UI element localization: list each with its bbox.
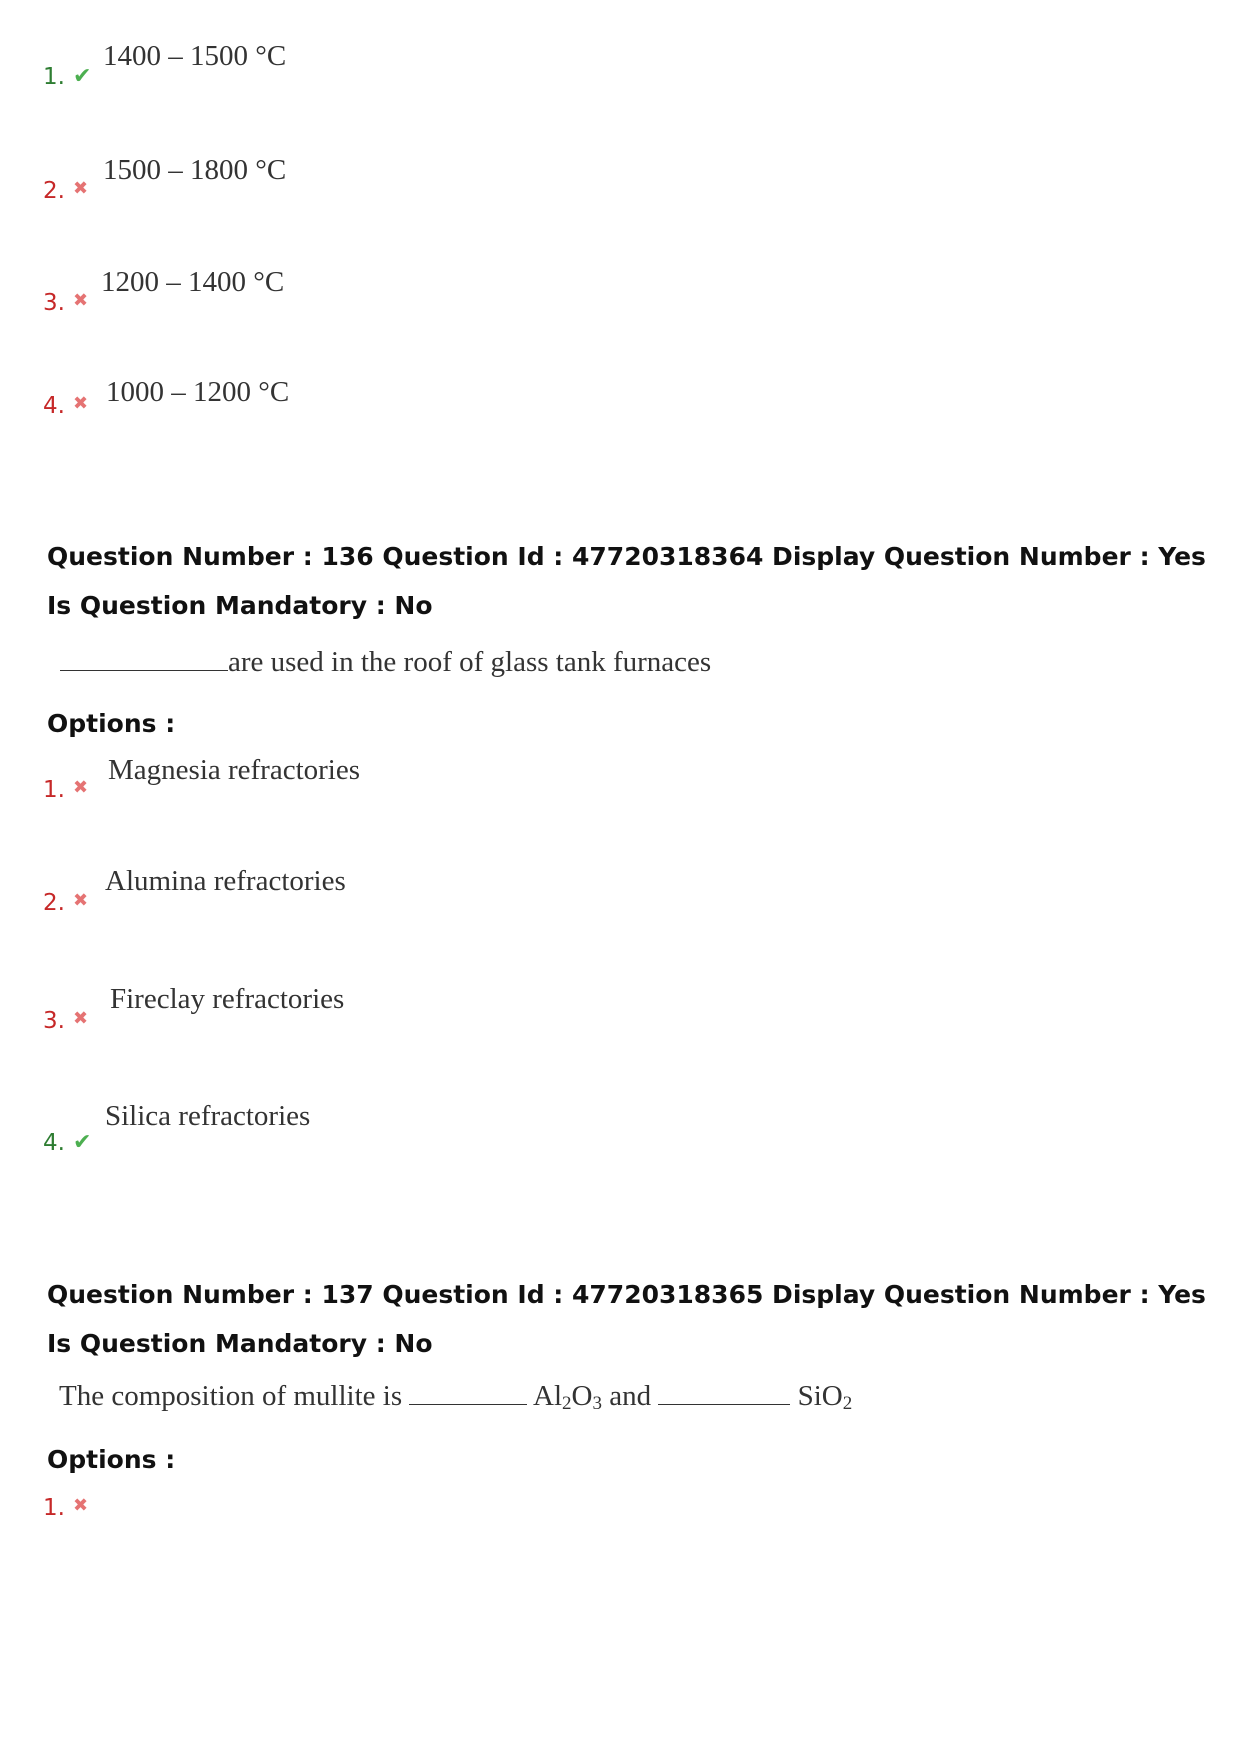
- prev-option-3-text: 1200 – 1400 °C: [101, 266, 285, 298]
- q136-option-3-text: Fireclay refractories: [110, 983, 345, 1015]
- option-number: 3.: [43, 1008, 65, 1034]
- silica-formula: SiO$_2$: [797, 1380, 853, 1414]
- question-136-stem-text: are used in the roof of glass tank furnaces: [228, 646, 712, 678]
- prev-option-1-text: 1400 – 1500 °C: [103, 40, 287, 72]
- q136-option-4-text: Silica refractories: [105, 1100, 311, 1132]
- conjunction-text: and: [609, 1380, 652, 1412]
- option-number: 1.: [43, 64, 65, 90]
- question-136-options-label: Options :: [47, 709, 176, 738]
- prev-option-2-text: 1500 – 1800 °C: [103, 154, 287, 186]
- prev-option-3: [43, 292, 97, 315]
- prev-option-2: [43, 180, 97, 203]
- answer-blank: [60, 644, 228, 671]
- q136-option-2-text: Alumina refractories: [105, 865, 346, 897]
- check-icon: ✔: [73, 64, 92, 89]
- option-number: 3.: [43, 290, 65, 316]
- cross-icon: ✖: [73, 890, 89, 911]
- option-number: 2.: [43, 178, 65, 204]
- q136-option-3: [43, 1010, 97, 1033]
- question-136-header: Question Number : 136 Question Id : 47720318364 Display Question Number : Yes Is Question Mandatory : No: [47, 542, 1206, 620]
- q136-option-1: [43, 779, 97, 802]
- question-137-header: Question Number : 137 Question Id : 47720318365 Display Question Number : Yes Is Question Mandatory : No: [47, 1280, 1206, 1358]
- q136-option-4: [43, 1132, 97, 1155]
- q136-option-1-text: Magnesia refractories: [108, 754, 361, 786]
- question-137-stem-text: The composition of mullite is: [59, 1380, 403, 1412]
- q136-option-2: [43, 892, 97, 915]
- option-number: 4.: [43, 1130, 65, 1156]
- prev-option-4: [43, 395, 97, 418]
- check-icon: ✔: [73, 1130, 92, 1155]
- alumina-formula: $Al_2O_3$: [533, 1380, 602, 1414]
- cross-icon: ✖: [73, 178, 89, 199]
- cross-icon: ✖: [73, 1495, 89, 1516]
- cross-icon: ✖: [73, 777, 89, 798]
- option-number: 1.: [43, 1495, 65, 1521]
- cross-icon: ✖: [73, 290, 89, 311]
- option-number: 1.: [43, 777, 65, 803]
- option-number: 4.: [43, 393, 65, 419]
- prev-option-4-text: 1000 – 1200 °C: [106, 376, 290, 408]
- question-136-stem: [60, 644, 711, 679]
- answer-blank: [658, 1378, 790, 1405]
- option-number: 2.: [43, 890, 65, 916]
- question-137-stem: [59, 1378, 852, 1415]
- question-137-options-label: Options :: [47, 1445, 176, 1474]
- cross-icon: ✖: [73, 1008, 89, 1029]
- cross-icon: ✖: [73, 393, 89, 414]
- q137-option-1: [43, 1497, 97, 1520]
- prev-option-1: [43, 66, 97, 89]
- answer-blank: [409, 1378, 527, 1405]
